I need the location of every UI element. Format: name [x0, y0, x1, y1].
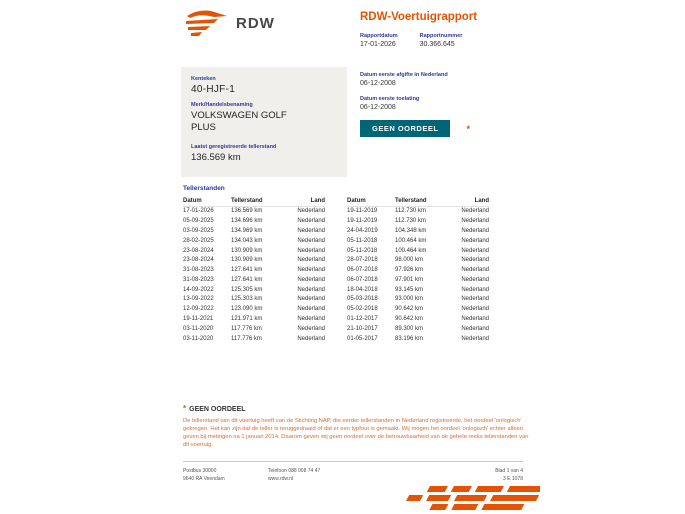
- logo-text: RDW: [236, 14, 275, 32]
- country-cell: Nederland: [297, 296, 325, 303]
- table-row: [183, 305, 325, 315]
- table-header-row: [183, 197, 325, 207]
- country-cell: Nederland: [297, 218, 325, 225]
- verdict-footnote: [183, 404, 530, 449]
- odometer-cell: 127.641 km: [231, 267, 263, 274]
- date-cell: 19-11-2019: [347, 208, 378, 215]
- report-title: RDW-Voertuigrapport: [360, 11, 478, 23]
- odometer-section-title: Tellerstanden: [183, 185, 225, 192]
- table-row: [347, 207, 489, 217]
- verdict-row: [360, 120, 470, 137]
- footer-contact: [268, 467, 463, 483]
- table-row: [347, 334, 489, 344]
- date-cell: 13-09-2022: [183, 296, 214, 303]
- vehicle-summary-panel: [181, 67, 347, 177]
- country-cell: Nederland: [461, 306, 489, 313]
- date-cell: 03-09-2025: [183, 227, 214, 234]
- first-issue-date: 06-12-2008: [360, 80, 396, 87]
- first-admission-label: Datum eerste toelating: [360, 96, 420, 102]
- odometer-cell: 100.464 km: [395, 247, 427, 254]
- footnote-title: [183, 404, 530, 413]
- odometer-cell: 125.303 km: [231, 296, 263, 303]
- odometer-column-header: Tellerstand: [231, 197, 287, 207]
- table-row: [183, 246, 325, 256]
- date-cell: 01-12-2017: [347, 315, 378, 322]
- date-cell: 03-11-2020: [183, 335, 214, 342]
- date-cell: 17-01-2026: [183, 208, 214, 215]
- footnote-text: De tellerstand van dit voertuig heeft van de Stichting NAP, die eerder tellerstanden in Nederland registreerde, het oordeel 'onlogisch' gekregen. Het kan zijn dat de teller is teruggedraaid of dat er een typfout is gemaakt. Wij mogen het oordeel 'onlogisch' echter alleen geven bij metingen na 1 januari 2014. Daarom geven wij geen oordeel over de betrouwbaarheid van de gehele reeks tellerstanden van dit voertuig.: [183, 418, 529, 448]
- date-cell: 05-02-2018: [347, 306, 378, 313]
- table-row: [183, 324, 325, 334]
- table-header-row: [347, 197, 489, 207]
- odometer-cell: 89.300 km: [395, 325, 424, 332]
- odometer-cell: 117.776 km: [231, 325, 262, 332]
- verdict-badge: GEEN OORDEEL: [360, 120, 450, 137]
- table-row: [183, 295, 325, 305]
- country-column-header: Land: [287, 197, 325, 207]
- date-cell: 28-07-2018: [347, 257, 378, 264]
- date-cell: 23-08-2024: [183, 257, 214, 264]
- odometer-table-right: [347, 197, 489, 344]
- country-cell: Nederland: [461, 218, 489, 225]
- odometer-cell: 125.305 km: [231, 286, 263, 293]
- country-cell: Nederland: [461, 335, 489, 342]
- table-row: [347, 285, 489, 295]
- table-row: [347, 315, 489, 325]
- odometer-cell: 130.909 km: [231, 257, 263, 264]
- table-row: [183, 285, 325, 295]
- odometer-cell: 134.043 km: [231, 237, 263, 244]
- date-cell: 05-03-2018: [347, 296, 378, 303]
- footer-page-info: [463, 467, 523, 483]
- asterisk-icon: *: [183, 404, 187, 413]
- rdw-logo-icon: [184, 8, 230, 38]
- table-row: [347, 256, 489, 266]
- date-cell: 03-11-2020: [183, 325, 214, 332]
- table-row: [347, 295, 489, 305]
- country-cell: Nederland: [461, 227, 489, 234]
- table-row: [183, 227, 325, 237]
- country-cell: Nederland: [461, 276, 489, 283]
- country-cell: Nederland: [461, 315, 489, 322]
- footer-website: www.rdw.nl: [268, 476, 294, 482]
- table-row: [183, 315, 325, 325]
- country-cell: Nederland: [297, 227, 325, 234]
- date-cell: 06-07-2018: [347, 267, 378, 274]
- table-row: [183, 207, 325, 217]
- table-row: [347, 275, 489, 285]
- odometer-tables: [183, 197, 528, 344]
- first-admission-date: 06-12-2008: [360, 104, 396, 111]
- report-date-block: [360, 33, 398, 48]
- table-row: [347, 217, 489, 227]
- table-row: [347, 246, 489, 256]
- table-row: [183, 217, 325, 227]
- country-cell: Nederland: [297, 267, 325, 274]
- address-line-1: Postbus 30000: [183, 468, 217, 474]
- date-column-header: Datum: [347, 197, 395, 207]
- kenteken-label: Kenteken: [191, 76, 216, 82]
- date-cell: 21-10-2017: [347, 325, 378, 332]
- make-label: Merk/Handelsbenaming: [191, 102, 253, 108]
- odometer-cell: 83.196 km: [395, 335, 424, 342]
- date-cell: 18-04-2018: [347, 286, 378, 293]
- table-row: [183, 334, 325, 344]
- country-cell: Nederland: [297, 237, 325, 244]
- rdw-stripes-icon: [374, 486, 540, 512]
- odometer-cell: 97.901 km: [395, 276, 424, 283]
- registration-block: [360, 72, 470, 137]
- report-date-label: Rapportdatum: [360, 33, 398, 39]
- odometer-cell: 112.730 km: [395, 208, 426, 215]
- date-cell: 14-09-2022: [183, 286, 214, 293]
- country-cell: Nederland: [297, 315, 325, 322]
- footer-address: [183, 467, 268, 483]
- date-cell: 05-09-2025: [183, 218, 214, 225]
- odometer-column-header: Tellerstand: [395, 197, 451, 207]
- odometer-cell: 134.696 km: [231, 218, 263, 225]
- first-issue-label: Datum eerste afgifte in Nederland: [360, 72, 448, 78]
- country-cell: Nederland: [297, 306, 325, 313]
- table-row: [183, 236, 325, 246]
- odometer-cell: 121.971 km: [231, 315, 263, 322]
- odometer-cell: 98.000 km: [395, 257, 424, 264]
- country-cell: Nederland: [461, 286, 489, 293]
- date-cell: 24-04-2019: [347, 227, 378, 234]
- table-row: [347, 305, 489, 315]
- country-cell: Nederland: [297, 208, 325, 215]
- odometer-cell: 127.641 km: [231, 276, 263, 283]
- odometer-cell: 100.464 km: [395, 237, 427, 244]
- footnote-title-text: GEEN OORDEEL: [189, 406, 246, 413]
- date-column-header: Datum: [183, 197, 231, 207]
- table-row: [347, 236, 489, 246]
- odometer-table-left: [183, 197, 325, 344]
- country-cell: Nederland: [461, 237, 489, 244]
- odometer-cell: 134.969 km: [231, 227, 263, 234]
- footer-phone: Telefoon 088 008 74 47: [268, 468, 321, 474]
- odometer-cell: 90.642 km: [395, 306, 424, 313]
- page-footer: [183, 467, 523, 483]
- table-row: [347, 266, 489, 276]
- odometer-cell: 90.642 km: [395, 315, 424, 322]
- report-number-block: [420, 33, 463, 48]
- rdw-logo: [184, 8, 275, 38]
- report-date-value: 17-01-2026: [360, 41, 396, 48]
- country-cell: Nederland: [297, 286, 325, 293]
- odometer-cell: 104.348 km: [395, 227, 427, 234]
- country-column-header: Land: [451, 197, 489, 207]
- odometer-value: 136.569 km: [191, 151, 241, 163]
- country-cell: Nederland: [461, 296, 489, 303]
- odometer-cell: 136.569 km: [231, 208, 263, 215]
- table-row: [183, 266, 325, 276]
- odometer-cell: 97.926 km: [395, 267, 424, 274]
- odometer-cell: 93.000 km: [395, 296, 424, 303]
- country-cell: Nederland: [297, 276, 325, 283]
- table-row: [183, 256, 325, 266]
- odometer-cell: 112.730 km: [395, 218, 426, 225]
- country-cell: Nederland: [461, 325, 489, 332]
- report-number-label: Rapportnummer: [419, 33, 463, 39]
- asterisk-icon: *: [466, 123, 470, 134]
- date-cell: 31-08-2023: [183, 267, 214, 274]
- date-cell: 05-11-2018: [347, 237, 378, 244]
- date-cell: 19-11-2021: [183, 315, 214, 322]
- odometer-label: Laatst geregistreerde tellerstand: [191, 143, 277, 150]
- country-cell: Nederland: [461, 208, 489, 215]
- date-cell: 12-09-2022: [183, 306, 214, 313]
- country-cell: Nederland: [297, 247, 325, 254]
- page-indicator: Blad 1 van 4: [495, 468, 523, 474]
- table-row: [183, 275, 325, 285]
- report-meta: [360, 33, 462, 48]
- odometer-readings-section: [183, 185, 528, 344]
- date-cell: 31-08-2023: [183, 276, 214, 283]
- date-cell: 28-02-2025: [183, 237, 214, 244]
- address-line-2: 9640 RA Veendam: [183, 476, 225, 482]
- date-cell: 05-11-2018: [347, 247, 378, 254]
- table-row: [347, 324, 489, 334]
- date-cell: 23-08-2024: [183, 247, 214, 254]
- odometer-cell: 130.909 km: [231, 247, 263, 254]
- country-cell: Nederland: [461, 267, 489, 274]
- odometer-cell: 117.776 km: [231, 335, 262, 342]
- country-cell: Nederland: [297, 335, 325, 342]
- date-cell: 19-11-2019: [347, 218, 378, 225]
- date-cell: 06-07-2018: [347, 276, 378, 283]
- make-value: VOLKSWAGEN GOLF PLUS: [191, 110, 287, 134]
- form-code: 3 E 1078: [502, 476, 523, 482]
- kenteken-value: 40-HJF-1: [191, 84, 236, 95]
- table-row: [347, 227, 489, 237]
- footer-divider: [183, 461, 523, 462]
- odometer-cell: 93.145 km: [395, 286, 424, 293]
- report-number-value: 30.366.645: [419, 41, 455, 48]
- country-cell: Nederland: [461, 257, 489, 264]
- country-cell: Nederland: [297, 257, 325, 264]
- country-cell: Nederland: [461, 247, 489, 254]
- odometer-cell: 123.090 km: [231, 306, 263, 313]
- country-cell: Nederland: [297, 325, 325, 332]
- date-cell: 01-05-2017: [347, 335, 378, 342]
